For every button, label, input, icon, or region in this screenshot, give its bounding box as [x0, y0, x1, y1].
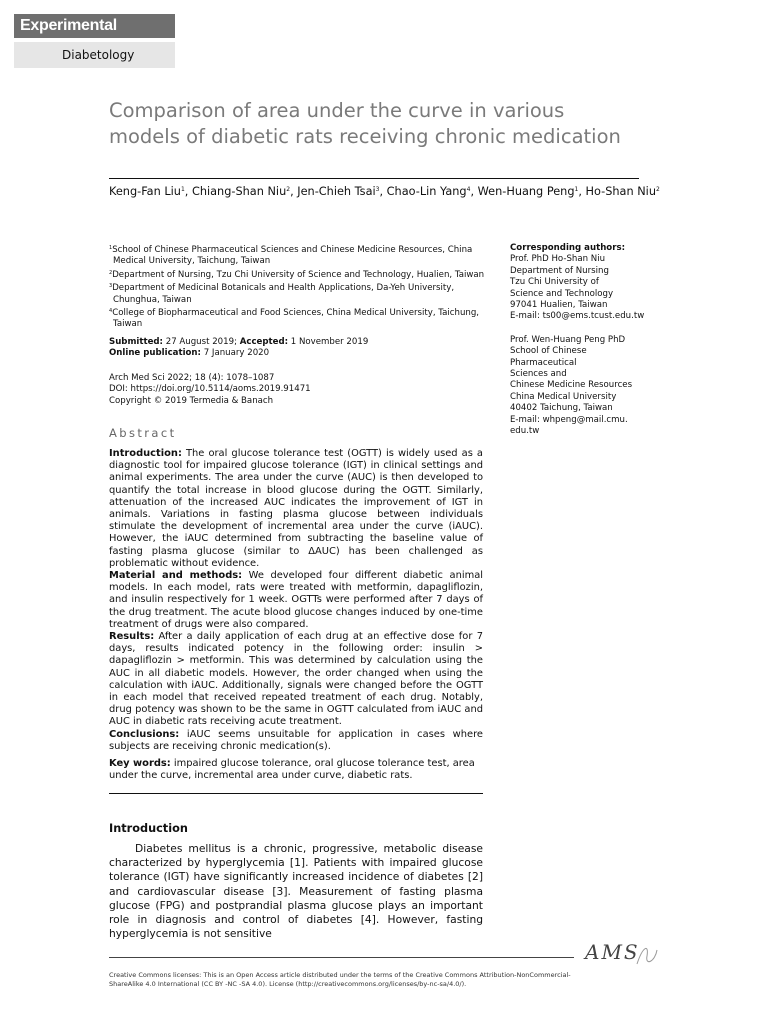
- submitted-date: 27 August 2019;: [163, 337, 240, 347]
- corresponding-authors: [510, 243, 650, 438]
- author: Jen-Chieh Tsai$^3$: [297, 185, 380, 198]
- abstract-divider: [109, 793, 483, 794]
- corr-line: Tzu Chi University of: [510, 277, 599, 288]
- introduction-text: Diabetes mellitus is a chronic, progressive, metabolic disease characterized by hyperglycemia [1]. Patients with impaired glucose tolerance (IGT) have significantly increased incidence of diabetes [2] and cardiovascular disease [3]. Measurement of fasting plasma glucose (FPG) and postprandial plasma glucose plays an important role in diagnosis and control of diabetes [4]. However, fasting hyperglycemia is not sensitive: [109, 842, 483, 941]
- corr-line: Sciences and: [510, 369, 567, 380]
- affiliation: $^3$Department of Medicinal Botanicals and Health Applications, Da-Yeh University, Chunghua, Taiwan: [109, 283, 455, 305]
- author: Chao-Lin Yang$^4$: [386, 185, 471, 198]
- keywords-label: Key words:: [109, 758, 171, 769]
- abstract-section: Conclusions: iAUC seems unsuitable for application in cases where subjects are receiving chronic medication(s).: [109, 728, 483, 752]
- affiliations: [109, 243, 491, 331]
- corr-line: Science and Technology: [510, 288, 614, 299]
- author-list: Keng-Fan Liu$^1$, Chiang-Shan Niu$^2$, Jen-Chieh Tsai$^3$, Chao-Lin Yang$^4$, Wen-Huang Peng$^1$, Ho-Shan Niu$^2$: [109, 185, 660, 198]
- corr-email-link[interactable]: E-mail: ts00@ems.tcust.edu.tw: [510, 311, 645, 322]
- citation: [109, 373, 491, 407]
- keywords-text: impaired glucose tolerance, oral glucose tolerance test, area under the curve, incremental area under curve, diabetic rats.: [109, 758, 475, 782]
- corr-line: 97041 Hualien, Taiwan: [510, 300, 608, 311]
- online-label: Online publication:: [109, 348, 201, 359]
- corr-line: Prof. PhD Ho-Shan Niu: [510, 254, 606, 265]
- accepted-date: 1 November 2019: [288, 337, 369, 347]
- section-label: [14, 14, 175, 38]
- affiliation: $^4$College of Biopharmaceutical and Food Sciences, China Medical University, Taichung, Taiwan: [109, 308, 480, 330]
- affiliation: $^2$Department of Nursing, Tzu Chi University of Science and Technology, Hualien, Taiwan: [109, 269, 485, 280]
- copyright: Copyright © 2019 Termedia & Banach: [109, 395, 274, 406]
- author: Wen-Huang Peng$^1$: [477, 185, 579, 198]
- corr-line: Prof. Wen-Huang Peng PhD: [510, 334, 626, 345]
- abstract-section: Material and methods: We developed four different diabetic animal models. In each model, rats were treated with metformin, dapagliflozin, and insulin respectively for 1 week. OGTTs were performed after 7 days of the drug treatment. The acute blood glucose changes induced by one-time treatment of drugs were also compared.: [109, 570, 483, 630]
- publication-dates: [109, 337, 491, 360]
- corresponding-heading: Corresponding authors:: [510, 243, 626, 253]
- affiliation: $^1$School of Chinese Pharmaceutical Sciences and Chinese Medicine Resources, China Medical University, Taichung, Taiwan: [109, 245, 473, 267]
- corr-line: School of Chinese: [510, 346, 587, 357]
- online-date: 7 January 2020: [200, 348, 270, 359]
- ams-logo: [585, 940, 665, 970]
- submitted-label: Submitted:: [109, 337, 163, 347]
- author: Chiang-Shan Niu$^2$: [191, 185, 291, 198]
- author: Keng-Fan Liu$^1$: [109, 185, 185, 198]
- introduction-heading: Introduction: [109, 822, 188, 835]
- journal-citation: Arch Med Sci 2022; 18 (4): 1078–1087: [109, 373, 275, 383]
- abstract-section: Introduction: The oral glucose tolerance test (OGTT) is widely used as a diagnostic tool for impaired glucose tolerance (IGT) in clinical settings and animal experiments. The area under the curve (AUC) is then developed to quantify the total increase in blood glucose during the OGTT. Similarly, attenuation of the increased AUC indicates the improvement of IGT in animals. Variations in fasting plasma glucose between individuals stimulate the development of incremental area under the curve (iAUC). However, the iAUC determined from subtracting the baseline value of fasting plasma glucose (similar to ΔAUC) has been challenged as problematic without evidence.: [109, 448, 483, 569]
- logo-flourish-icon: [633, 942, 661, 968]
- corr-email-link[interactable]: E-mail: whpeng@mail.cmu.: [510, 414, 628, 425]
- corr-line: Department of Nursing: [510, 265, 609, 276]
- footer-divider: [109, 957, 574, 958]
- article-title: Comparison of area under the curve in various models of diabetic rats receiving chronic medication: [109, 99, 621, 148]
- abstract-body: [109, 448, 483, 753]
- keywords: [109, 758, 483, 782]
- license-text: Creative Commons licenses: This is an Open Access article distributed under the terms of the Creative Commons Attribution-NonCommercial-ShareAlike 4.0 International (CC BY -NC -SA 4.0). License (http://creativecommons.org/licenses/by-nc-sa/4.0/).: [109, 971, 571, 988]
- logo-text: AMS: [585, 940, 640, 964]
- section-label-bold: Experimental: [20, 17, 117, 34]
- corr-line: Chinese Medicine Resources: [510, 380, 633, 391]
- title-divider: [109, 178, 639, 179]
- abstract-section: Results: After a daily application of each drug at an effective dose for 7 days, results indicated potency in the following order: insulin > dapagliflozin > metformin. This was determined by calculation using the AUC in all diabetic models. However, the order changed when using the calculation with iAUC. Additionally, signals were changed before the OGTT in each model that received repeated treatment of each drug. Notably, drug potency was shown to be the same in OGTT calculated from iAUC and AUC in diabetic rats receiving acute treatment.: [109, 631, 483, 728]
- corr-line: China Medical University: [510, 391, 617, 402]
- corr-line: Pharmaceutical: [510, 357, 577, 368]
- accepted-label: Accepted:: [239, 337, 289, 347]
- author: Ho-Shan Niu$^2$: [585, 185, 660, 198]
- doi-link[interactable]: DOI: https://doi.org/10.5114/aoms.2019.91471: [109, 384, 311, 395]
- subject-label: Diabetology: [14, 42, 175, 68]
- abstract-heading: Abstract: [109, 426, 177, 440]
- corr-line: 40402 Taichung, Taiwan: [510, 403, 613, 414]
- corr-email-link[interactable]: edu.tw: [510, 426, 540, 437]
